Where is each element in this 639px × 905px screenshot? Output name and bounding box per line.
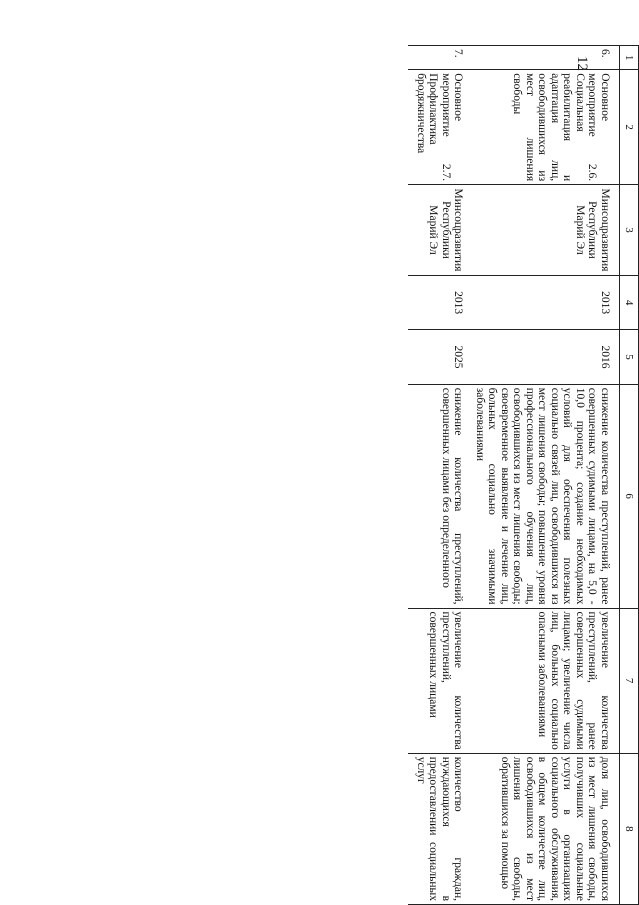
row-number: 6. [468,46,620,70]
column-header: 4 [620,275,639,329]
end-year: 2016 [468,330,620,384]
column-header: 7 [620,608,639,753]
executor: Минсоцразвития Республики Марий Эл [468,185,620,276]
expected-result: снижение количества преступлений, ранее совершенных судимыми лицами, на 5,0 - 10,0 процента; создание необходимых условий для обеспечения полезных социально связей лиц, освободившихся из мест лишения свободы; повышение уровня профессионального обучения лиц, освободившихся из мест лишения свободы; своевременное выявление и лечение лиц, больных социально значимыми заболеваниями [468,384,620,608]
rotated-table-wrapper [119,45,639,905]
column-header: 6 [620,384,639,608]
column-header: 5 [620,330,639,384]
table-row [409,46,468,905]
start-year: 2013 [468,275,620,329]
column-number-header [620,46,639,905]
executor: Минсоцразвития Республики Марий Эл [409,185,468,276]
start-year: 2013 [409,275,468,329]
indicator: количество граждан, нуждающихся в предоставлении социальных услуг [409,753,468,904]
indicator: доля лиц, освободившихся из мест лишения свободы, получивших социальные услуги в организациях социального обслуживания, в общем количестве лиц, освободившихся из мест лишения свободы, обратившихся за помощью [468,753,620,904]
program-events-table [409,45,639,905]
column-header: 3 [620,185,639,276]
row-number: 7. [409,46,468,70]
event-name: Основное мероприятие 2.6. Социальная реабилитация и адаптация лиц, освободившихся из мест лишения свободы [468,70,620,185]
consequences: увеличение количества преступлений, совершенных лицами [409,608,468,753]
end-year: 2025 [409,330,468,384]
consequences: увеличение количества преступлений, ранее совершенных судимыми лицами; увеличение числа лиц, больных социально опасными заболеваниями [468,608,620,753]
column-header: 1 [620,46,639,70]
page-number: 12 [574,56,590,71]
expected-result: снижение количества преступлений, совершенных лицами без определенного [409,384,468,608]
event-name: Основное мероприятие 2.7. Профилактика бродяжничества [409,70,468,185]
column-header: 8 [620,753,639,904]
table-container [119,45,639,905]
table-row [468,46,620,905]
column-header: 2 [620,70,639,185]
